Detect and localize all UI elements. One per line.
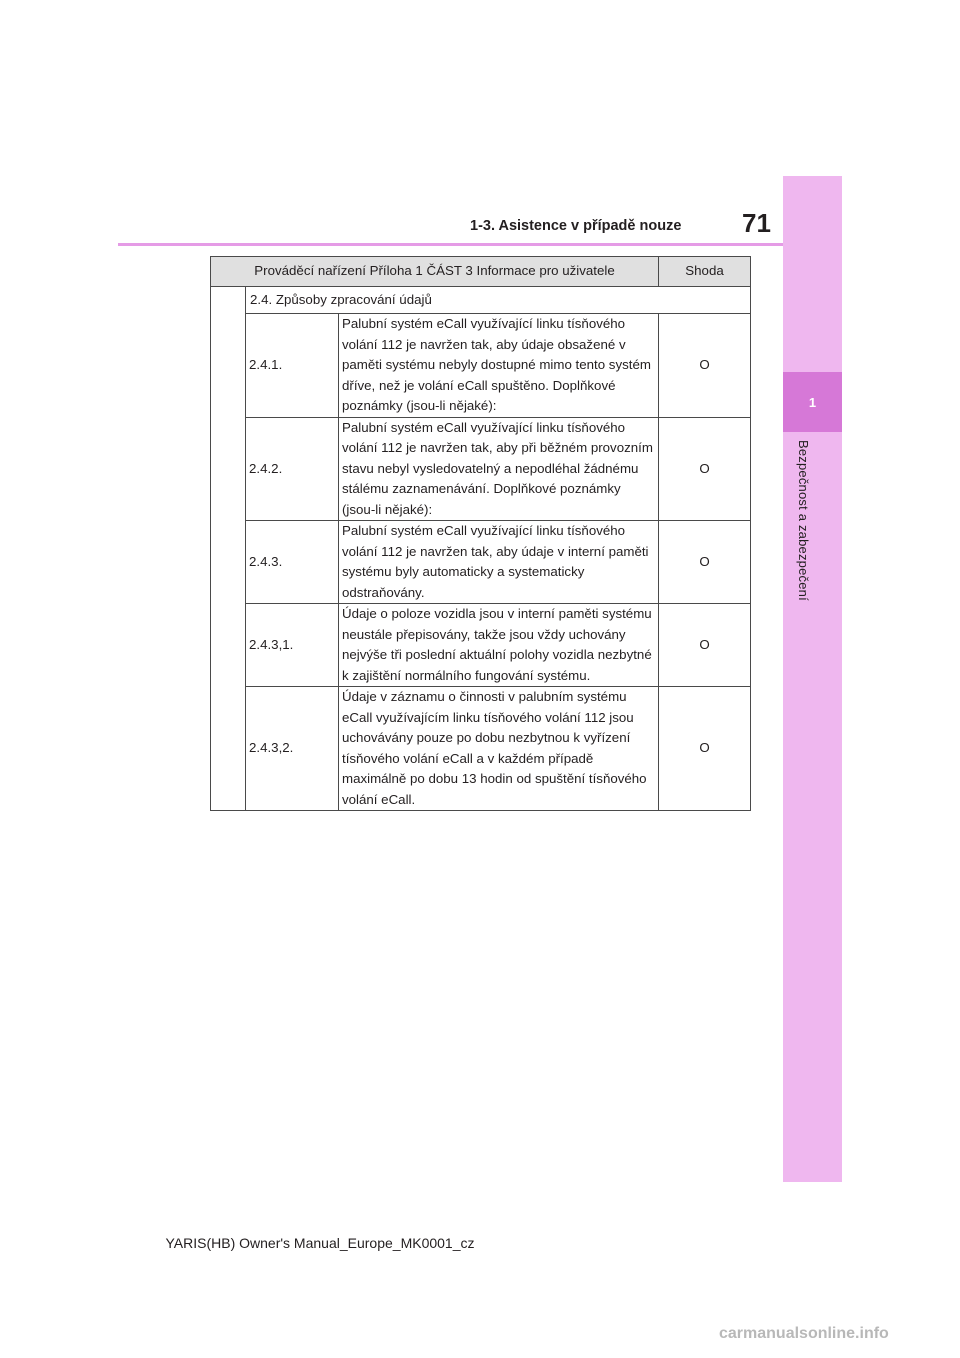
subsection-title: 2.4. Způsoby zpracování údajů: [246, 287, 751, 314]
row-number: 2.4.1.: [246, 314, 339, 418]
chapter-side-tab: [783, 176, 842, 1182]
section-title: 1-3. Asistence v případě nouze: [470, 218, 682, 234]
header-rule: [118, 243, 783, 246]
chapter-number-tab[interactable]: [783, 372, 842, 432]
page-number: 71: [742, 208, 771, 238]
row-description: Palubní systém eCall využívající linku tísňového volání 112 je navržen tak, aby při běžném provozním stavu nebyl vysledovatelný a nepodléhal žádnému stálému zaznamenávání. Doplňkové poznámky (jsou-li nějaké):: [339, 417, 659, 521]
row-number: 2.4.3.: [246, 521, 339, 604]
table-row: [211, 604, 751, 687]
subsection-row: [211, 287, 751, 314]
indent-cell: [211, 287, 246, 811]
row-number: 2.4.3,1.: [246, 604, 339, 687]
row-description: Palubní systém eCall využívající linku tísňového volání 112 je navržen tak, aby údaje v interní paměti systému byly automaticky a systematicky odstraňovány.: [339, 521, 659, 604]
table-row: [211, 687, 751, 811]
header-compliance: Shoda: [659, 257, 751, 287]
row-description: Palubní systém eCall využívající linku tísňového volání 112 je navržen tak, aby údaje obsažené v paměti systému nebyly dostupné mimo tento systém dříve, než je volání eCall spuštěno. Doplňkové poznámky (jsou-li nějaké):: [339, 314, 659, 418]
row-compliance: O: [659, 604, 751, 687]
row-compliance: O: [659, 521, 751, 604]
header-requirement: Prováděcí nařízení Příloha 1 ČÁST 3 Informace pro uživatele: [211, 257, 659, 287]
watermark-link[interactable]: carmanualsonline.info: [719, 1325, 889, 1342]
row-compliance: O: [659, 687, 751, 811]
table-row: [211, 314, 751, 418]
row-compliance: O: [659, 417, 751, 521]
row-description: Údaje v záznamu o činnosti v palubním systému eCall využívajícím linku tísňového volání 112 jsou uchovávány pouze po dobu nezbytnou k vyřízení tísňového volání eCall a v každém případě maximálně po dobu 13 hodin od spuštění tísňového volání eCall.: [339, 687, 659, 811]
row-number: 2.4.3,2.: [246, 687, 339, 811]
manual-footer: YARIS(HB) Owner's Manual_Europe_MK0001_cz: [165, 1235, 475, 1251]
table-row: [211, 417, 751, 521]
table-header-row: [211, 257, 751, 287]
row-number: 2.4.2.: [246, 417, 339, 521]
row-description: Údaje o poloze vozidla jsou v interní paměti systému neustále přepisovány, takže jsou vždy uchovány nejvýše tři poslední aktuální polohy vozidla nezbytné k zajištění normálního fungování systému.: [339, 604, 659, 687]
chapter-number: 1: [808, 394, 817, 410]
row-compliance: O: [659, 314, 751, 418]
chapter-label: Bezpečnost a zabezpečení: [796, 440, 811, 601]
table-row: [211, 521, 751, 604]
compliance-table: [210, 256, 751, 811]
